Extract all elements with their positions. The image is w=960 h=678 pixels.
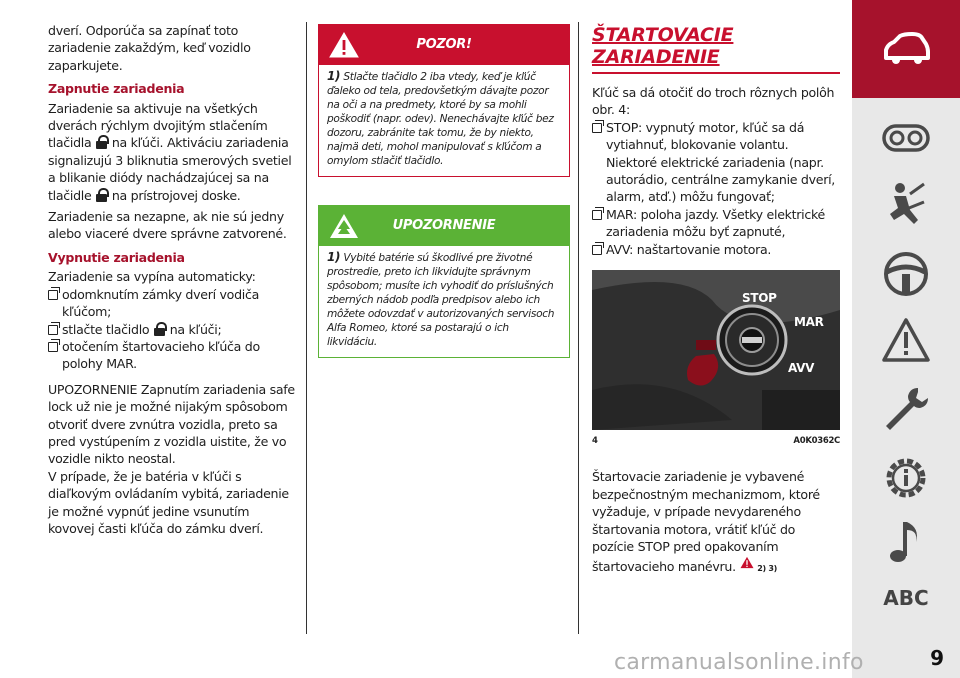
checkbox-bullet-icon <box>592 210 602 220</box>
list-item: stlačte tlačidlo na kľúči; <box>48 321 298 338</box>
environment-tree-icon <box>329 212 359 240</box>
steering-wheel-icon[interactable] <box>880 248 932 300</box>
wrench-icon[interactable] <box>880 384 932 436</box>
chapter-sidebar <box>852 0 960 678</box>
column-divider <box>578 22 579 634</box>
list-item: MAR: poloha jazdy. Všetky elektrické zariadenia môžu byť zapnuté, <box>592 206 840 241</box>
warning-box <box>318 24 570 177</box>
section-title: ŠTARTOVACIE ZARIADENIE <box>592 24 734 68</box>
sidebar-item-abc-index[interactable]: ABC <box>883 586 929 610</box>
checkbox-bullet-icon <box>48 342 58 352</box>
warning-text: 1) Stlačte tlačidlo 2 iba vtedy, keď je kľúč ďaleko od tela, predovšetkým dávajte pozor na oči a na predmety, ktoré by sa mohli poškodiť (napr. odev). Nenechávajte kľúč bez dozoru, zabránite tak tomu, že by niekto, najmä deti, mohol manipulovať s kľúčom a omylom stlačiť tlačidlo. <box>327 69 554 167</box>
figure-label-stop: STOP <box>742 291 777 306</box>
environment-notice-box <box>318 205 570 358</box>
figure-code: A0K0362C <box>793 436 840 447</box>
left-column <box>48 22 298 537</box>
checkbox-bullet-icon <box>48 325 58 335</box>
activation-text-a: Zariadenie sa aktivuje na všetkých dverách rýchlym dvojitým stlačením tlačidla <box>48 100 268 151</box>
watermark: carmanualsonline.info <box>614 650 864 675</box>
car-icon <box>880 24 932 76</box>
ignition-illustration <box>592 270 840 430</box>
activation-text <box>48 100 298 204</box>
activation-text-b: na kľúči. Aktiváciu zariadenia signalizujú 3 bliknutia smerových svetiel a blikanie diódy nachádzajúcej sa na tlačidle <box>48 135 292 203</box>
dashboard-gauges-icon[interactable] <box>880 112 932 164</box>
safety-mechanism-text: Štartovacie zariadenie je vybavené bezpečnostným mechanizmom, ktoré vyžaduje, v prípade nevydareného štartovania motora, vrátiť kľúč do pozície STOP pred opakovaním štartovacieho manévru. 2) 3) <box>592 469 820 574</box>
ignition-switch-figure <box>592 270 840 430</box>
list-item: AVV: naštartovanie motora. <box>592 241 840 258</box>
footnote-refs: 2) 3) <box>757 563 777 573</box>
not-closed-text: Zariadenie sa nezapne, ak nie sú jedny alebo viaceré dvere správne zatvorené. <box>48 209 287 242</box>
page-number: 9 <box>930 646 944 670</box>
heading-deactivation: Vypnutie zariadenia <box>48 249 185 265</box>
deactivation-intro: Zariadenie sa vypína automaticky: <box>48 269 256 285</box>
right-column <box>592 22 840 577</box>
warning-header <box>319 25 569 65</box>
notice-title: UPOZORNENIE <box>392 218 496 233</box>
checkbox-bullet-icon <box>48 290 58 300</box>
battery-paragraph: V prípade, že je batéria v kľúči s diaľkovým ovládaním vybitá, zariadenie je možné vypnúť jedine vsunutím kovovej časti kľúča do zámku dverí. <box>48 468 289 536</box>
figure-caption <box>592 433 840 450</box>
list-item: otočením štartovacieho kľúča do polohy MAR. <box>48 338 298 373</box>
title-rule <box>592 72 840 74</box>
column-divider <box>306 22 307 634</box>
heading-activation: Zapnutie zariadenia <box>48 81 185 97</box>
figure-number: 4 <box>592 436 598 447</box>
list-item: odomknutím zámky dverí vodiča kľúčom; <box>48 286 298 321</box>
positions-intro: Kľúč sa dá otočiť do troch rôznych polôh obr. 4: <box>592 85 835 118</box>
middle-column <box>318 24 570 358</box>
checkbox-bullet-icon <box>592 123 602 133</box>
checkbox-bullet-icon <box>592 245 602 255</box>
warning-triangle-icon[interactable] <box>880 316 932 368</box>
warning-triangle-icon <box>740 556 754 569</box>
warning-triangle-icon <box>329 31 359 59</box>
notice-text: 1) Vybité batérie sú škodlivé pre životné prostredie, preto ich likvidujte správnym spôsobom; musíte ich vyhodiť do príslušných zberných nádob podľa predpisov alebo ich môžete odovzdať v autorizovaných servisoch Alfa Romeo, ktoré sa postarajú o ich likvidáciu. <box>327 250 555 348</box>
lock-icon <box>154 322 165 336</box>
lock-icon <box>96 135 107 149</box>
intro-text: dverí. Odporúča sa zapínať toto zariadenie zakaždým, keď vozidlo zaparkujete. <box>48 23 251 73</box>
music-note-icon[interactable] <box>880 516 932 568</box>
warning-title: POZOR! <box>416 37 472 52</box>
notice-paragraph: UPOZORNENIE Zapnutím zariadenia safe lock už nie je možné nijakým spôsobom otvoriť dvere zvnútra vozidla, preto sa pred vystúpením z vozidla uistite, že vo vozidle nikto neostal. <box>48 381 295 467</box>
notice-header <box>319 206 569 246</box>
figure-label-avv: AVV <box>788 361 815 376</box>
sidebar-item-car-active[interactable] <box>852 0 960 98</box>
lock-icon <box>96 188 107 202</box>
seatbelt-person-icon[interactable] <box>880 180 932 232</box>
list-item: STOP: vypnutý motor, kľúč sa dá vytiahnuť, blokovanie volantu. Niektoré elektrické zariadenia (napr. autorádio, centrálne zamykanie dverí, alarm, atď.) môžu fungovať; <box>592 119 840 206</box>
figure-label-mar: MAR <box>794 315 824 330</box>
activation-text-c: na prístrojovej doske. <box>111 187 241 203</box>
gear-info-icon[interactable] <box>880 452 932 504</box>
